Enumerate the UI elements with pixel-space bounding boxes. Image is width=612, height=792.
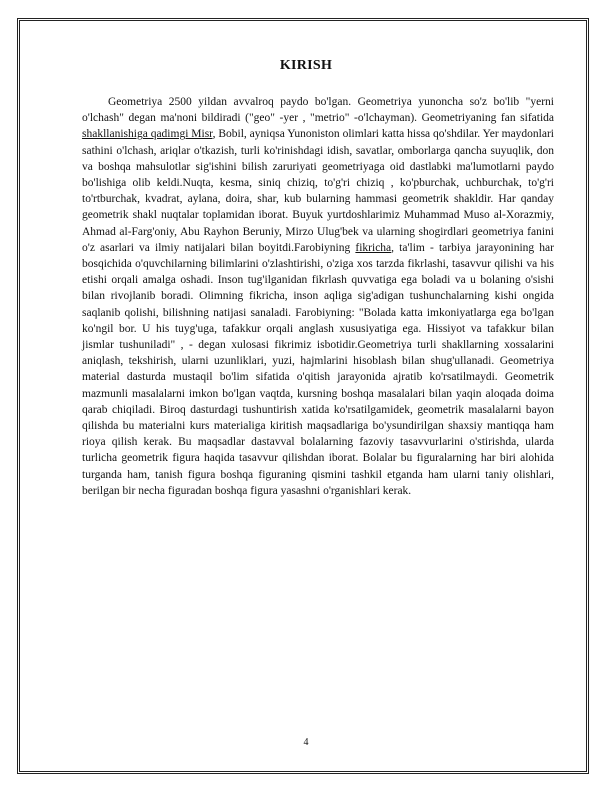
page-number: 4 bbox=[303, 737, 309, 748]
hyperlink-misr[interactable]: shakllanishiga qadimgi Misr bbox=[82, 128, 213, 141]
body-paragraph bbox=[82, 94, 554, 499]
paragraph-text-part-1: Geometriya 2500 yildan avvalroq paydo bo'lgan. Geometriya yunoncha so'z bo'lib "yerni o'lchash" degan ma'noni bildiradi ("geo" -yer , "metrio" -o'lchayman). Geometriyaning fan sifatida bbox=[82, 96, 554, 125]
page-title: KIRISH bbox=[279, 58, 333, 73]
hyperlink-fikricha[interactable]: fikricha bbox=[355, 241, 392, 254]
paragraph-text-part-3: , ta'lim - tarbiya jarayonining har bosqichida o'quvchilarning bilimlarini o'zlashtirishi, o'ziga xos tarzda fikrlashi, tasavvur qilishi va his etishi orqali amalga oshadi. Inson tug'ilganidan fikrlash quvvatiga ega boladi va u bolaning o'sishi bilan rivojlanib boradi. Olimning fikricha, inson aqliga sig'adigan tushunchalarning kishi ongida saqlanib qolishi, bilishning natijasi sanaladi. Farobiyning: "Bolada katta imkoniyatlarga ega bo'lgan ko'ngil bor. U his tuyg'uga, tafakkur orqali anglash xususiyatiga ega. Hissiyot va tafakkur bilan jismlar tushuniladi" , - degan xulosasi fikrimiz isbotidir.Geometriya turli shakllarning xossalarini aniqlash, tekshirish, ularni uzunliklari, yuzi, hajmlarini hisoblash bilan shug'ullanadi. Geometriya material dasturda mustaqil bo'lim sifatida o'qitish jarayonida ajratib ko'rsatilmaydi. Geometrik mazmunli masalalarni imkon bo'lgan vaqtda, kursning boshqa masalalari bilan yaqin aloqada doima qarab chiqiladi. Biroq dasturdagi tushuntirish xatida ko'rsatilgamidek, geometrik masalalarni bayon qilishda bu materialni kurs materialiga kiritish maqsadlariga bo'ysundirilgan shaxsiy mantiqqa ham rioya qilish kerak. Bu maqsadlar dastavval bolalarning fazoviy tasavvurlarini o'stirishda, ularda turlicha geometrik figura haqida tasavvur qilishdan iborat. Bolalar bu figuralarning har biri alohida turganda ham, tanish figura boshqa figuraning qismini tashkil etganda ham ularni taniy olishlari, berilgan bir necha figuradan boshqa figura yasashni o'rganishlari kerak. bbox=[82, 241, 554, 497]
paragraph-text-part-2: , Bobil, ayniqsa Yunoniston olimlari katta hissa qo'shdilar. Yer maydonlari sathini o'lchash, ariqlar o'tkazish, turli ko'rinishdagi idish, savatlar, omborlarga qancha suyuqlik, don va boshqa mahsulotlar sig'ishini bilish zaruriyati geometriyaga oid dastlabki ma'lumotlarni paydo bo'lishiga olib keldi.Nuqta, kesma, siniq chiziq, to'g'ri chiziq , ko'pburchak, uchburchak, to'g'ri to'rtburchak, kvadrat, aylana, doira, shar, kub bularning hammasi geometrik shakldir. Har qanday geometrik shakl nuqtalar toplamidan iborat. Buyuk yurtdoshlarimiz Muhammad Muso al-Xorazmiy, Ahmad al-Farg'oniy, Abu Rayhon Beruniy, Mirzo Ulug'bek va ularning shogirdlari geometriya fanini o'z asarlari va ilmiy natijalari bilan boyitdi.Farobiyning bbox=[82, 128, 555, 254]
